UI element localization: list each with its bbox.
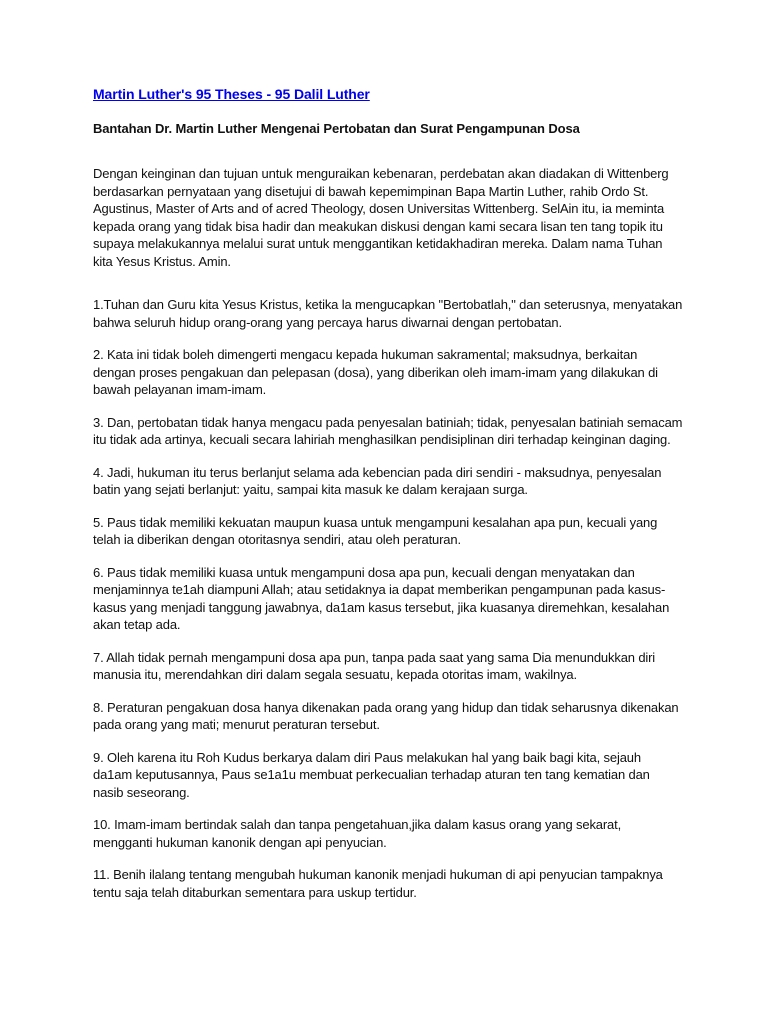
theses-list bbox=[93, 296, 683, 901]
thesis-item: 10. Imam-imam bertindak salah dan tanpa pengetahuan,jika dalam kasus orang yang sekarat, mengganti hukuman kanonik dengan api penyucian. bbox=[93, 817, 622, 850]
thesis-item: 7. Allah tidak pernah mengampuni dosa apa pun, tanpa pada saat yang sama Dia menundukkan diri manusia itu, merendahkan diri dalam segala sesuatu, kepada otoritas imam, wakilnya. bbox=[93, 649, 656, 682]
document-subtitle: Bantahan Dr. Martin Luther Mengenai Pertobatan dan Surat Pengampunan Dosa bbox=[93, 121, 580, 136]
title-link[interactable]: Martin Luther's 95 Theses - 95 Dalil Luther bbox=[93, 86, 370, 102]
thesis-item: 3. Dan, pertobatan tidak hanya mengacu pada penyesalan batiniah; tidak, penyesalan batiniah semacam itu tidak ada artinya, kecuali secara lahiriah menghasilkan pendisiplinan diri terhadap keinginan daging. bbox=[93, 414, 683, 447]
thesis-item: 5. Paus tidak memiliki kekuatan maupun kuasa untuk mengampuni kesalahan apa pun, kecuali yang telah ia diberikan dengan otoritasnya sendiri, atau oleh peraturan. bbox=[93, 514, 658, 547]
document-page bbox=[93, 86, 683, 916]
thesis-item: 9. Oleh karena itu Roh Kudus berkarya dalam diri Paus melakukan hal yang baik bagi kita, sejauh da1am keputusannya, Paus se1a1u membuat perkecualian terhadap aturan ten tang kematian dan nasib seseorang. bbox=[93, 749, 650, 800]
intro-paragraph: Dengan keinginan dan tujuan untuk menguraikan kebenaran, perdebatan akan diadakan di Wittenberg berdasarkan pernyataan yang disetujui di bawah kepemimpinan Bapa Martin Luther, rahib Ordo St. Agustinus, Master of Arts and of acred Theology, dosen Universitas Wittenberg. SelAin itu, ia meminta kepada orang yang tidak bisa hadir dan meakukan diskusi dengan kami secara lisan ten tang topik itu supaya melakukannya melalui surat untuk menggantikan ketidakhadiran mereka. Dalam nama Tuhan kita Yesus Kristus. Amin. bbox=[93, 166, 669, 269]
thesis-item: 4. Jadi, hukuman itu terus berlanjut selama ada kebencian pada diri sendiri - maksudnya, penyesalan batin yang sejati berlanjut: yaitu, sampai kita masuk ke dalam kerajaan surga. bbox=[93, 464, 662, 497]
thesis-item: 8. Peraturan pengakuan dosa hanya dikenakan pada orang yang hidup dan tidak seharusnya dikenakan pada orang yang mati; menurut peraturan tersebut. bbox=[93, 699, 679, 732]
thesis-item: 1.Tuhan dan Guru kita Yesus Kristus, ketika la mengucapkan "Bertobatlah," dan seterusnya, menyatakan bahwa seluruh hidup orang-orang yang percaya harus diwarnai dengan pertobatan. bbox=[93, 297, 683, 330]
thesis-item: 6. Paus tidak memiliki kuasa untuk mengampuni dosa apa pun, kecuali dengan menyatakan dan menjaminnya te1ah diampuni Allah; atau setidaknya ia dapat memberikan pengampunan pada kasus-kasus yang menjadi tanggung jawabnya, da1am kasus tersebut, jika kuasanya diremehkan, kesalahan akan tetap ada. bbox=[93, 564, 670, 632]
thesis-item: 11. Benih ilalang tentang mengubah hukuman kanonik menjadi hukuman di api penyucian tampaknya tentu saja telah ditaburkan sementara para uskup tertidur. bbox=[93, 867, 663, 900]
thesis-item: 2. Kata ini tidak boleh dimengerti mengacu kepada hukuman sakramental; maksudnya, berkaitan dengan proses pengakuan dan pelepasan (dosa), yang diberikan oleh imam-imam yang dilakukan di bawah pelayanan imam-imam. bbox=[93, 347, 658, 397]
